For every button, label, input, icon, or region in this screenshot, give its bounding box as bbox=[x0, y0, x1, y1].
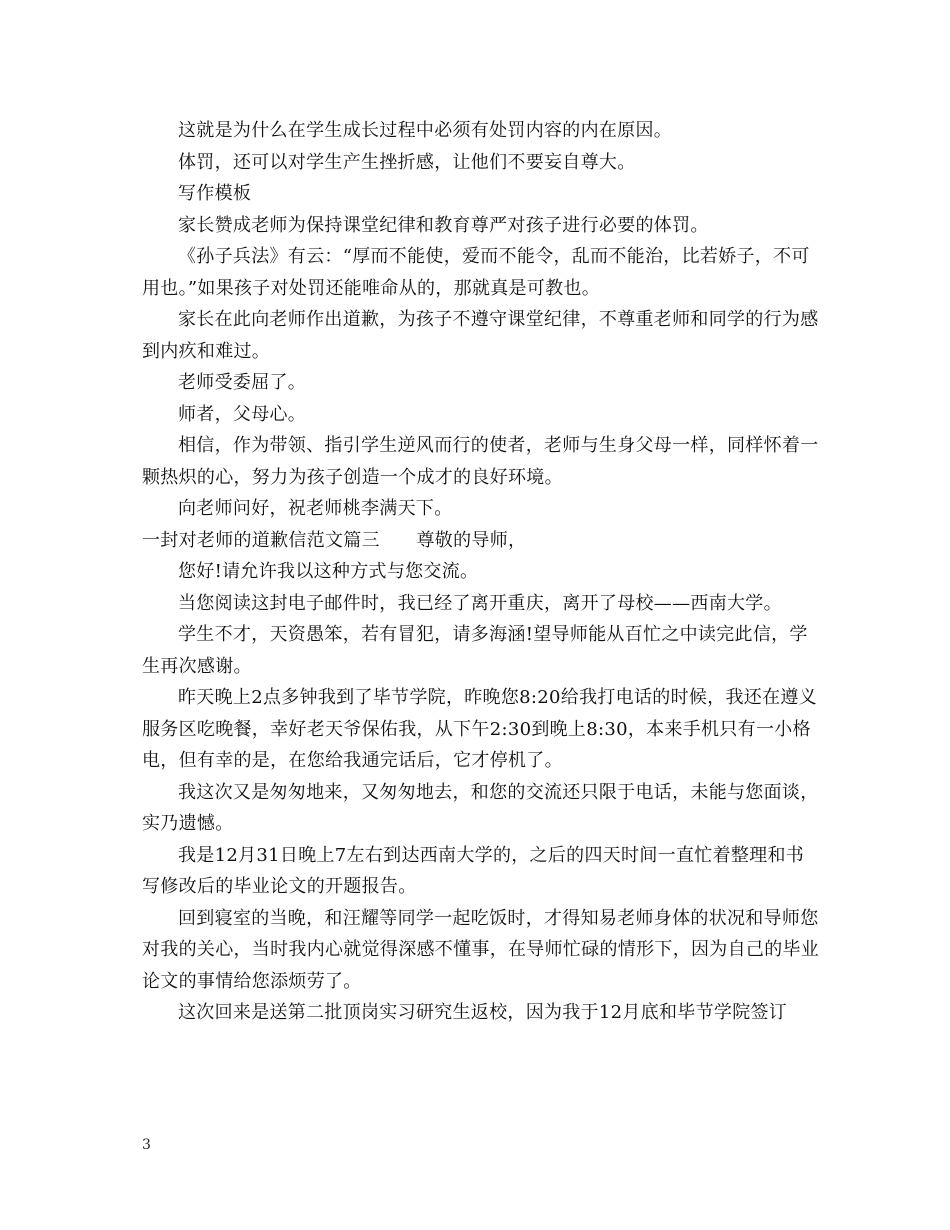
paragraph: 回到寝室的当晚，和汪耀等同学一起吃饭时，才得知易老师身体的状况和导师您对我的关心，当时我内心就觉得深感不懂事，在导师忙碌的情形下，因为自己的毕业论文的事情给您添烦劳了。 bbox=[142, 907, 820, 992]
paragraph: 您好!请允许我以这种方式与您交流。 bbox=[178, 561, 479, 582]
paragraph: 这就是为什么在学生成长过程中必须有处罚内容的内在原因。 bbox=[178, 120, 673, 141]
paragraph: 这次回来是送第二批顶岗实习研究生返校，因为我于12月底和毕节学院签订 bbox=[178, 1002, 788, 1023]
paragraph: 师者，父母心。 bbox=[178, 403, 307, 425]
paragraph: 昨天晚上2点多钟我到了毕节学院，昨晚您8:20给我打电话的时候，我还在遵义服务区吃晚餐，幸好老天爷保佑我，从下午2:30到晚上8:30，本来手机只有一小格电，但有幸的是，在您给我通完话后，它才停机了。 bbox=[142, 687, 817, 771]
paragraph: 《孙子兵法》有云：“厚而不能使，爱而不能令，乱而不能治，比若娇子，不可用也。”如果孩子对处罚还能唯命从的，那就真是可教也。 bbox=[142, 246, 810, 299]
paragraph: 我是12月31日晚上7左右到达西南大学的，之后的四天时间一直忙着整理和书写修改后的毕业论文的开题报告。 bbox=[142, 844, 805, 897]
paragraph: 家长赞成老师为保持课堂纪律和教育尊严对孩子进行必要的体罚。 bbox=[178, 214, 709, 236]
section-heading: 写作模板 bbox=[178, 183, 252, 204]
page-number: 3 bbox=[142, 1137, 151, 1153]
paragraph: 相信，作为带领、指引学生逆风而行的使者，老师与生身父母一样，同样怀着一颗热炽的心，努力为孩子创造一个成才的良好环境。 bbox=[142, 435, 819, 488]
letter-title: 一封对老师的道歉信范文篇三 尊敬的导师， bbox=[142, 529, 527, 551]
document-body bbox=[142, 115, 822, 1029]
paragraph: 学生不才，天资愚笨，若有冒犯，请多海涵!望导师能从百忙之中读完此信，学生再次感谢。 bbox=[142, 624, 808, 677]
paragraph: 向老师问好，祝老师桃李满天下。 bbox=[178, 498, 453, 519]
paragraph: 家长在此向老师作出道歉，为孩子不遵守课堂纪律，不尊重老师和同学的行为感到内疚和难过。 bbox=[142, 309, 819, 362]
paragraph: 当您阅读这封电子邮件时，我已经了离开重庆，离开了母校——西南大学。 bbox=[178, 592, 782, 614]
paragraph: 我这次又是匆匆地来，又匆匆地去，和您的交流还只限于电话，未能与您面谈，实乃遗憾。 bbox=[142, 781, 819, 834]
paragraph: 体罚，还可以对学生产生挫折感，让他们不要妄自尊大。 bbox=[178, 151, 636, 173]
paragraph: 老师受委屈了。 bbox=[178, 372, 307, 393]
